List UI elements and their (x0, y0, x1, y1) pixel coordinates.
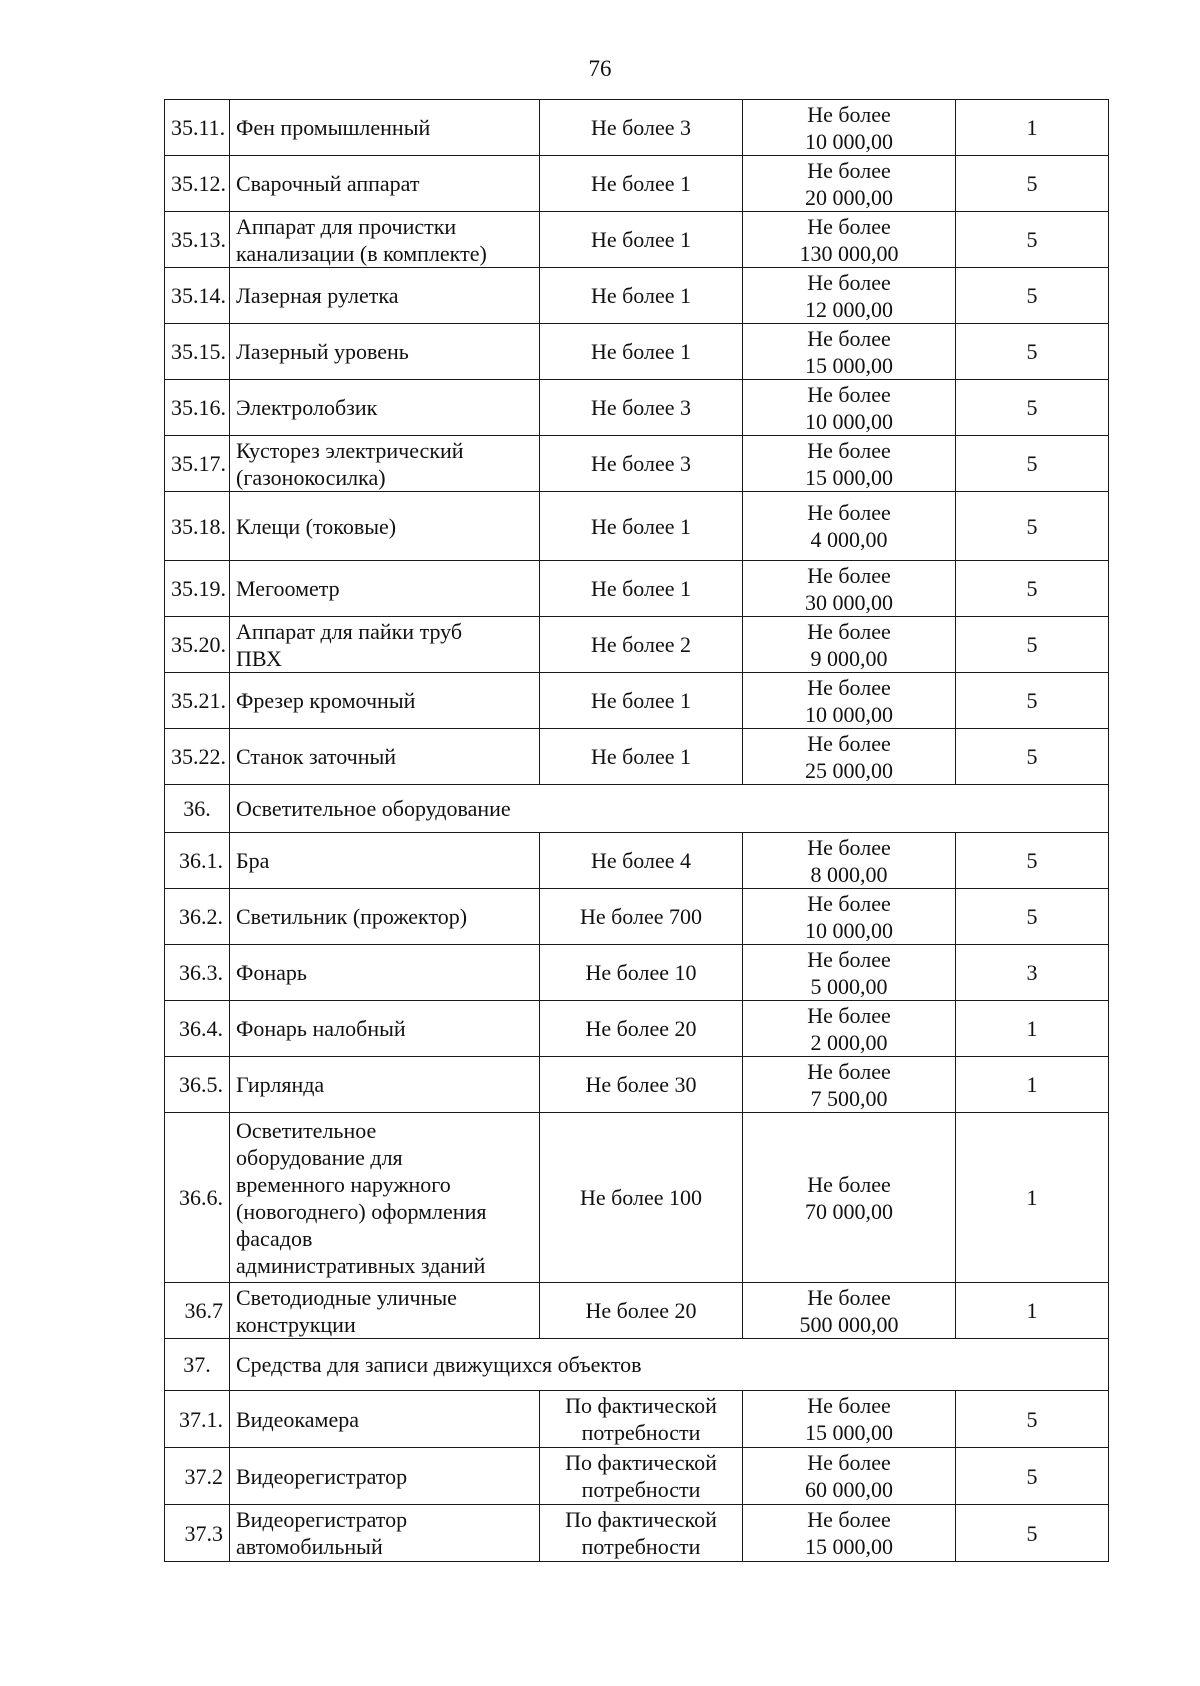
item-name (230, 1391, 540, 1448)
item-price-line: 30 000,00 (805, 589, 893, 615)
item-price (743, 436, 956, 492)
item-price-line: Не более (807, 1171, 891, 1197)
item-number-line: 37.2 (184, 1463, 223, 1489)
item-service-life (956, 324, 1109, 380)
item-quantity (540, 1113, 743, 1283)
item-name-line: Фонарь (236, 960, 307, 985)
item-name-line: Светодиодные уличные (236, 1284, 457, 1310)
item-price-line: Не более (807, 213, 891, 239)
item-price (743, 156, 956, 212)
item-service-life-line: 5 (1026, 395, 1038, 420)
table-row (165, 1001, 1109, 1057)
item-number-line: 36.3. (179, 960, 223, 985)
item-service-life (956, 945, 1109, 1001)
item-quantity-line: Не более 20 (585, 1016, 697, 1041)
item-price-line: Не более (807, 618, 891, 644)
item-name-line: Видеорегистратор (236, 1463, 408, 1489)
item-quantity-line: Не более 2 (590, 632, 692, 657)
item-name-line: Аппарат для пайки труб (236, 618, 463, 644)
item-price-line: Не более (807, 562, 891, 588)
item-name (230, 100, 540, 156)
item-quantity (540, 1505, 743, 1562)
item-name (230, 492, 540, 561)
table-row (165, 1113, 1109, 1283)
section-number (165, 785, 230, 833)
table-row (165, 380, 1109, 436)
item-number (165, 889, 230, 945)
item-quantity (540, 492, 743, 561)
item-price (743, 561, 956, 617)
item-name (230, 561, 540, 617)
item-service-life (956, 889, 1109, 945)
item-service-life (956, 100, 1109, 156)
item-name-line: административных зданий (236, 1252, 486, 1278)
item-price (743, 617, 956, 673)
item-price-line: 5 000,00 (810, 973, 888, 999)
item-name (230, 617, 540, 673)
table-row (165, 833, 1109, 889)
item-service-life (956, 436, 1109, 492)
item-price-line: 2 000,00 (810, 1029, 888, 1055)
table-row (165, 1448, 1109, 1505)
item-price-line: Не более (807, 946, 891, 972)
item-price-line: 12 000,00 (805, 296, 893, 322)
item-quantity (540, 617, 743, 673)
item-service-life (956, 492, 1109, 561)
item-number-line: 36.7 (184, 1298, 223, 1323)
section-number (165, 1339, 230, 1391)
item-service-life (956, 268, 1109, 324)
item-number (165, 617, 230, 673)
item-price-line: Не более (807, 500, 891, 525)
item-price-line: Не более (807, 1450, 891, 1475)
item-price (743, 492, 956, 561)
item-number-line: 35.18. (171, 513, 226, 539)
item-price-line: 10 000,00 (805, 917, 893, 943)
item-service-life-line: 5 (1026, 688, 1038, 713)
item-name-line: канализации (в комплекте) (236, 240, 487, 266)
item-price-line: 70 000,00 (805, 1198, 893, 1224)
item-service-life-line: 5 (1026, 283, 1038, 308)
item-service-life-line: 5 (1026, 1406, 1038, 1432)
item-name-line: Станок заточный (236, 744, 397, 769)
item-price (743, 380, 956, 436)
item-name-line: Лазерная рулетка (236, 283, 399, 308)
item-quantity (540, 945, 743, 1001)
item-number-line: 37.1. (179, 1406, 223, 1432)
item-price-line: Не более (807, 1284, 891, 1310)
item-number (165, 1505, 230, 1562)
item-quantity (540, 729, 743, 785)
item-price-line: Не более (807, 834, 891, 860)
item-quantity-line: По фактической (565, 1450, 717, 1475)
item-name (230, 1505, 540, 1562)
item-name-line: временного наружного (236, 1171, 451, 1197)
item-quantity (540, 380, 743, 436)
item-name-line: Бра (236, 848, 270, 873)
item-name (230, 156, 540, 212)
item-number (165, 436, 230, 492)
item-service-life (956, 1505, 1109, 1562)
item-name-line: Аппарат для прочистки (236, 213, 457, 239)
item-quantity (540, 436, 743, 492)
item-number-line: 35.13. (171, 227, 226, 252)
item-quantity-line: Не более 1 (590, 688, 692, 713)
item-number (165, 1391, 230, 1448)
item-price (743, 1505, 956, 1562)
item-price (743, 1283, 956, 1339)
item-name-line: фасадов (236, 1225, 313, 1251)
item-price (743, 673, 956, 729)
item-price-line: 25 000,00 (805, 757, 893, 783)
item-number (165, 100, 230, 156)
item-price-line: Не более (807, 1002, 891, 1028)
item-price (743, 1448, 956, 1505)
item-number (165, 156, 230, 212)
item-service-life (956, 1113, 1109, 1283)
item-service-life (956, 212, 1109, 268)
item-price (743, 945, 956, 1001)
item-quantity-line: Не более 3 (590, 115, 692, 140)
item-quantity-line: Не более 3 (590, 395, 692, 420)
item-price-line: Не более (807, 1393, 891, 1418)
item-service-life-line: 5 (1026, 744, 1038, 769)
item-number-line: 35.19. (171, 576, 226, 601)
table-row (165, 561, 1109, 617)
item-service-life (956, 561, 1109, 617)
item-service-life (956, 380, 1109, 436)
item-service-life-line: 5 (1026, 451, 1038, 476)
item-price-line: 15 000,00 (805, 352, 893, 378)
item-price-line: Не более (807, 437, 891, 463)
item-price (743, 1001, 956, 1057)
item-number (165, 1113, 230, 1283)
item-name-line: ПВХ (236, 645, 282, 671)
item-quantity-line: Не более 20 (585, 1298, 697, 1323)
item-price-line: Не более (807, 1507, 891, 1532)
item-price-line: 130 000,00 (799, 240, 899, 266)
item-quantity (540, 268, 743, 324)
table-row (165, 268, 1109, 324)
item-quantity (540, 1283, 743, 1339)
item-number (165, 833, 230, 889)
table-row (165, 673, 1109, 729)
item-name-line: Электролобзик (236, 395, 378, 420)
item-name (230, 729, 540, 785)
item-name (230, 212, 540, 268)
item-number-line: 36.5. (179, 1072, 223, 1097)
item-quantity-line: Не более 1 (590, 513, 692, 539)
section-number-line: 36. (183, 796, 211, 821)
item-service-life (956, 673, 1109, 729)
item-number-line: 35.14. (171, 283, 226, 308)
item-name (230, 380, 540, 436)
table-row (165, 436, 1109, 492)
item-service-life (956, 617, 1109, 673)
item-number (165, 212, 230, 268)
item-number-line: 35.17. (171, 451, 226, 476)
item-number (165, 729, 230, 785)
item-price-line: 15 000,00 (805, 1534, 893, 1559)
item-number-line: 35.15. (171, 339, 226, 364)
item-price-line: Не более (807, 1058, 891, 1084)
item-quantity-line: Не более 1 (590, 744, 692, 769)
item-name-line: (газонокосилка) (236, 464, 386, 490)
item-quantity (540, 1448, 743, 1505)
table-row (165, 1283, 1109, 1339)
item-name (230, 324, 540, 380)
item-quantity-line: По фактической (565, 1393, 717, 1418)
item-quantity-line: По фактической (565, 1507, 717, 1532)
item-service-life-line: 1 (1026, 1072, 1038, 1097)
item-name-line: Кусторез электрический (236, 437, 464, 463)
table-row (165, 617, 1109, 673)
item-quantity-line: Не более 1 (590, 576, 692, 601)
item-price (743, 833, 956, 889)
table-row (165, 1057, 1109, 1113)
item-quantity (540, 100, 743, 156)
item-quantity (540, 324, 743, 380)
item-price-line: 8 000,00 (810, 861, 888, 887)
item-quantity (540, 889, 743, 945)
item-quantity-line: Не более 1 (590, 339, 692, 364)
item-price-line: 4 000,00 (810, 527, 888, 552)
item-number-line: 35.20. (171, 632, 226, 657)
item-service-life-line: 5 (1026, 904, 1038, 929)
item-price-line: 10 000,00 (805, 128, 893, 154)
item-number-line: 35.21. (171, 688, 226, 713)
item-price (743, 729, 956, 785)
section-number-line: 37. (183, 1352, 211, 1377)
item-number-line: 35.11. (171, 115, 226, 140)
item-price-line: 9 000,00 (810, 645, 888, 671)
item-service-life-line: 5 (1026, 632, 1038, 657)
item-name-line: Гирлянда (236, 1072, 325, 1097)
section-title (230, 785, 1109, 833)
item-number-line: 36.6. (179, 1185, 223, 1210)
item-price-line: 7 500,00 (810, 1085, 888, 1111)
section-title-line: Средства для записи движущихся объектов (236, 1352, 642, 1377)
item-price-line: 500 000,00 (799, 1311, 899, 1337)
page-number: 76 (588, 56, 612, 81)
item-service-life-line: 5 (1026, 339, 1038, 364)
item-quantity (540, 833, 743, 889)
item-service-life-line: 5 (1026, 171, 1038, 196)
item-quantity-line: Не более 30 (585, 1072, 697, 1097)
item-name (230, 889, 540, 945)
item-number-line: 37.3 (184, 1520, 223, 1546)
item-number (165, 1057, 230, 1113)
item-service-life (956, 1001, 1109, 1057)
item-price-line: 20 000,00 (805, 184, 893, 210)
item-quantity-line: Не более 1 (590, 283, 692, 308)
item-price-line: Не более (807, 325, 891, 351)
item-service-life (956, 1391, 1109, 1448)
item-service-life (956, 833, 1109, 889)
item-price-line: Не более (807, 890, 891, 916)
item-number-line: 35.12. (171, 171, 226, 196)
table-row (165, 729, 1109, 785)
item-quantity-line: потребности (581, 1534, 701, 1559)
item-service-life (956, 729, 1109, 785)
item-price-line: Не более (807, 157, 891, 183)
item-number (165, 1283, 230, 1339)
item-quantity-line: Не более 10 (585, 960, 697, 985)
item-service-life (956, 156, 1109, 212)
item-service-life-line: 5 (1026, 1463, 1038, 1489)
item-name-line: (новогоднего) оформления (236, 1198, 487, 1224)
item-service-life-line: 5 (1026, 227, 1038, 252)
item-quantity-line: Не более 4 (590, 848, 692, 873)
item-price-line: 10 000,00 (805, 408, 893, 434)
item-quantity-line: Не более 700 (579, 904, 703, 929)
item-name (230, 1448, 540, 1505)
item-number-line: 35.16. (171, 395, 226, 420)
item-number (165, 561, 230, 617)
item-name-line: Фен промышленный (236, 115, 431, 140)
table-row (165, 889, 1109, 945)
item-service-life-line: 5 (1026, 1520, 1038, 1546)
item-quantity-line: Не более 100 (579, 1185, 703, 1210)
item-service-life-line: 5 (1026, 848, 1038, 873)
item-service-life-line: 1 (1026, 1298, 1038, 1323)
table-row (165, 156, 1109, 212)
item-name (230, 833, 540, 889)
item-quantity-line: потребности (581, 1477, 701, 1502)
item-name (230, 436, 540, 492)
table-row (165, 1505, 1109, 1562)
table-row (165, 100, 1109, 156)
item-name (230, 1283, 540, 1339)
item-price (743, 268, 956, 324)
item-price (743, 1057, 956, 1113)
item-price (743, 1391, 956, 1448)
item-name (230, 1057, 540, 1113)
item-number-line: 36.4. (179, 1016, 223, 1041)
item-name (230, 268, 540, 324)
table-row (165, 212, 1109, 268)
item-price-line: 60 000,00 (805, 1477, 893, 1502)
section-row (165, 1339, 1109, 1391)
item-price-line: Не более (807, 101, 891, 127)
item-quantity (540, 673, 743, 729)
item-name-line: конструкции (236, 1311, 356, 1337)
item-service-life-line: 1 (1026, 115, 1038, 140)
item-number (165, 492, 230, 561)
item-price (743, 324, 956, 380)
item-number (165, 380, 230, 436)
table-row (165, 324, 1109, 380)
section-title-line: Осветительное оборудование (236, 796, 511, 821)
item-quantity (540, 156, 743, 212)
item-name (230, 945, 540, 1001)
item-service-life-line: 5 (1026, 576, 1038, 601)
item-quantity (540, 212, 743, 268)
section-title (230, 1339, 1109, 1391)
item-number-line: 36.2. (179, 904, 223, 929)
item-name-line: Фонарь налобный (236, 1016, 406, 1041)
item-name (230, 673, 540, 729)
item-name (230, 1001, 540, 1057)
item-name-line: Сварочный аппарат (236, 171, 420, 196)
item-quantity-line: потребности (581, 1420, 701, 1445)
item-number (165, 324, 230, 380)
section-row (165, 785, 1109, 833)
item-name-line: оборудование для (236, 1144, 403, 1170)
item-price-line: Не более (807, 381, 891, 407)
item-price (743, 212, 956, 268)
item-number-line: 35.22. (171, 744, 226, 769)
table-row (165, 1391, 1109, 1448)
item-number (165, 268, 230, 324)
item-number-line: 36.1. (179, 848, 223, 873)
item-name-line: Клещи (токовые) (236, 513, 397, 539)
item-quantity-line: Не более 1 (590, 227, 692, 252)
item-price-line: 10 000,00 (805, 701, 893, 727)
table-row (165, 945, 1109, 1001)
item-service-life (956, 1448, 1109, 1505)
table-body (165, 100, 1109, 1562)
item-name-line: Светильник (прожектор) (236, 904, 468, 929)
item-price-line: 15 000,00 (805, 1420, 893, 1445)
item-service-life (956, 1057, 1109, 1113)
table-row (165, 492, 1109, 561)
item-number (165, 945, 230, 1001)
item-quantity (540, 561, 743, 617)
item-number (165, 1001, 230, 1057)
item-price-line: Не более (807, 674, 891, 700)
item-price-line: Не более (807, 730, 891, 756)
item-quantity (540, 1057, 743, 1113)
item-quantity (540, 1391, 743, 1448)
item-quantity (540, 1001, 743, 1057)
item-quantity-line: Не более 3 (590, 451, 692, 476)
item-service-life-line: 3 (1026, 960, 1038, 985)
item-name-line: Видеокамера (236, 1406, 359, 1432)
item-quantity-line: Не более 1 (590, 171, 692, 196)
item-service-life-line: 5 (1026, 513, 1038, 539)
item-number (165, 1448, 230, 1505)
item-name (230, 1113, 540, 1283)
item-price-line: 15 000,00 (805, 464, 893, 490)
item-service-life (956, 1283, 1109, 1339)
item-price (743, 1113, 956, 1283)
item-name-line: Осветительное (236, 1117, 377, 1143)
item-number (165, 673, 230, 729)
equipment-norms-table (164, 99, 1109, 1562)
item-name-line: Лазерный уровень (236, 339, 409, 364)
item-price (743, 889, 956, 945)
item-name-line: автомобильный (236, 1534, 383, 1559)
item-price (743, 100, 956, 156)
item-service-life-line: 1 (1026, 1185, 1038, 1210)
item-price-line: Не более (807, 269, 891, 295)
item-name-line: Видеорегистратор (236, 1507, 408, 1532)
item-service-life-line: 1 (1026, 1016, 1038, 1041)
item-name-line: Фрезер кромочный (236, 688, 416, 713)
item-name-line: Мегоометр (236, 576, 340, 601)
